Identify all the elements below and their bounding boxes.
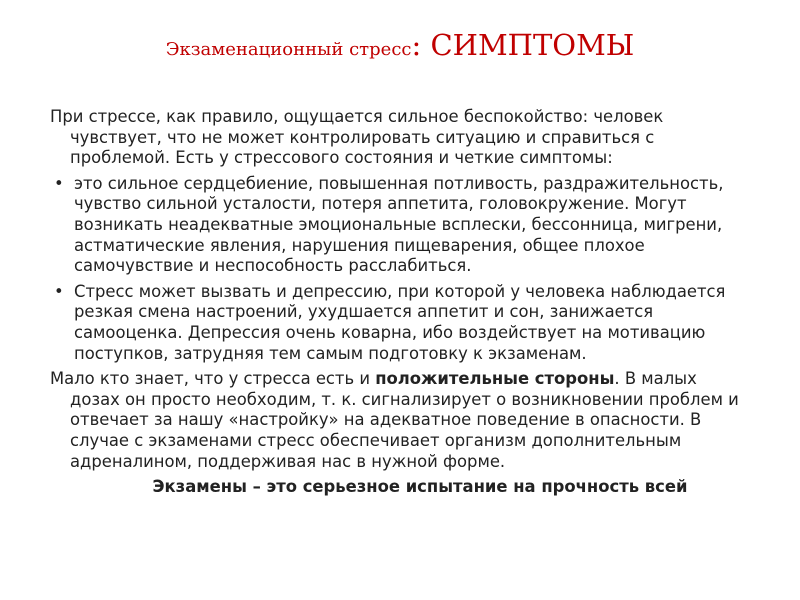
list-item-text: это сильное сердцебиение, повышенная потливость, раздражительность, чувство сильной усталости, потеря аппетита, головокружение. Могут возникать неадекватные эмоциональные всплески, бессонница, мигрени, астматические явления, нарушения пищеварения, общее плохое самочувствие и неспособность расслабиться. bbox=[74, 173, 724, 276]
list-item bbox=[50, 174, 750, 277]
slide-body bbox=[50, 107, 750, 503]
symptom-list bbox=[50, 174, 750, 364]
positive-text-start: Мало кто знает, что у стресса есть и bbox=[50, 369, 376, 389]
positive-text-end: . В малых дозах он просто необходим, т. к. сигнализирует о возникновении проблем и отвечает за нашу «настройку» на адекватное поведение в опасности. В случае с экзаменами стресс обеспечивает организм дополнительным адреналином, поддерживая нас в нужной форме. bbox=[70, 369, 739, 471]
bullet-icon: • bbox=[54, 173, 64, 193]
title-colon: : bbox=[411, 28, 431, 62]
title-main: Экзаменационный стресс bbox=[165, 39, 412, 60]
bullet-icon: • bbox=[54, 281, 64, 301]
positive-paragraph bbox=[50, 369, 750, 472]
intro-paragraph: При стрессе, как правило, ощущается сильное беспокойство: человек чувствует, что не может контролировать ситуацию и справиться с проблемой. Есть у стрессового состояния и четкие симптомы: bbox=[50, 107, 664, 168]
positive-highlight: положительные стороны bbox=[375, 369, 615, 389]
list-item bbox=[50, 282, 750, 364]
list-item-text: Стресс может вызвать и депрессию, при которой у человека наблюдается резкая смена настроений, ухудшается аппетит и сон, занижается самооценка. Депрессия очень коварна, ибо воздействует на мотивацию поступков, затрудняя тем самым подготовку к экзаменам. bbox=[74, 281, 726, 363]
title-emphasis: СИМПТОМЫ bbox=[430, 28, 635, 62]
final-line: Экзамены – это серьезное испытание на прочность всей bbox=[152, 477, 688, 497]
slide-title bbox=[0, 28, 800, 62]
